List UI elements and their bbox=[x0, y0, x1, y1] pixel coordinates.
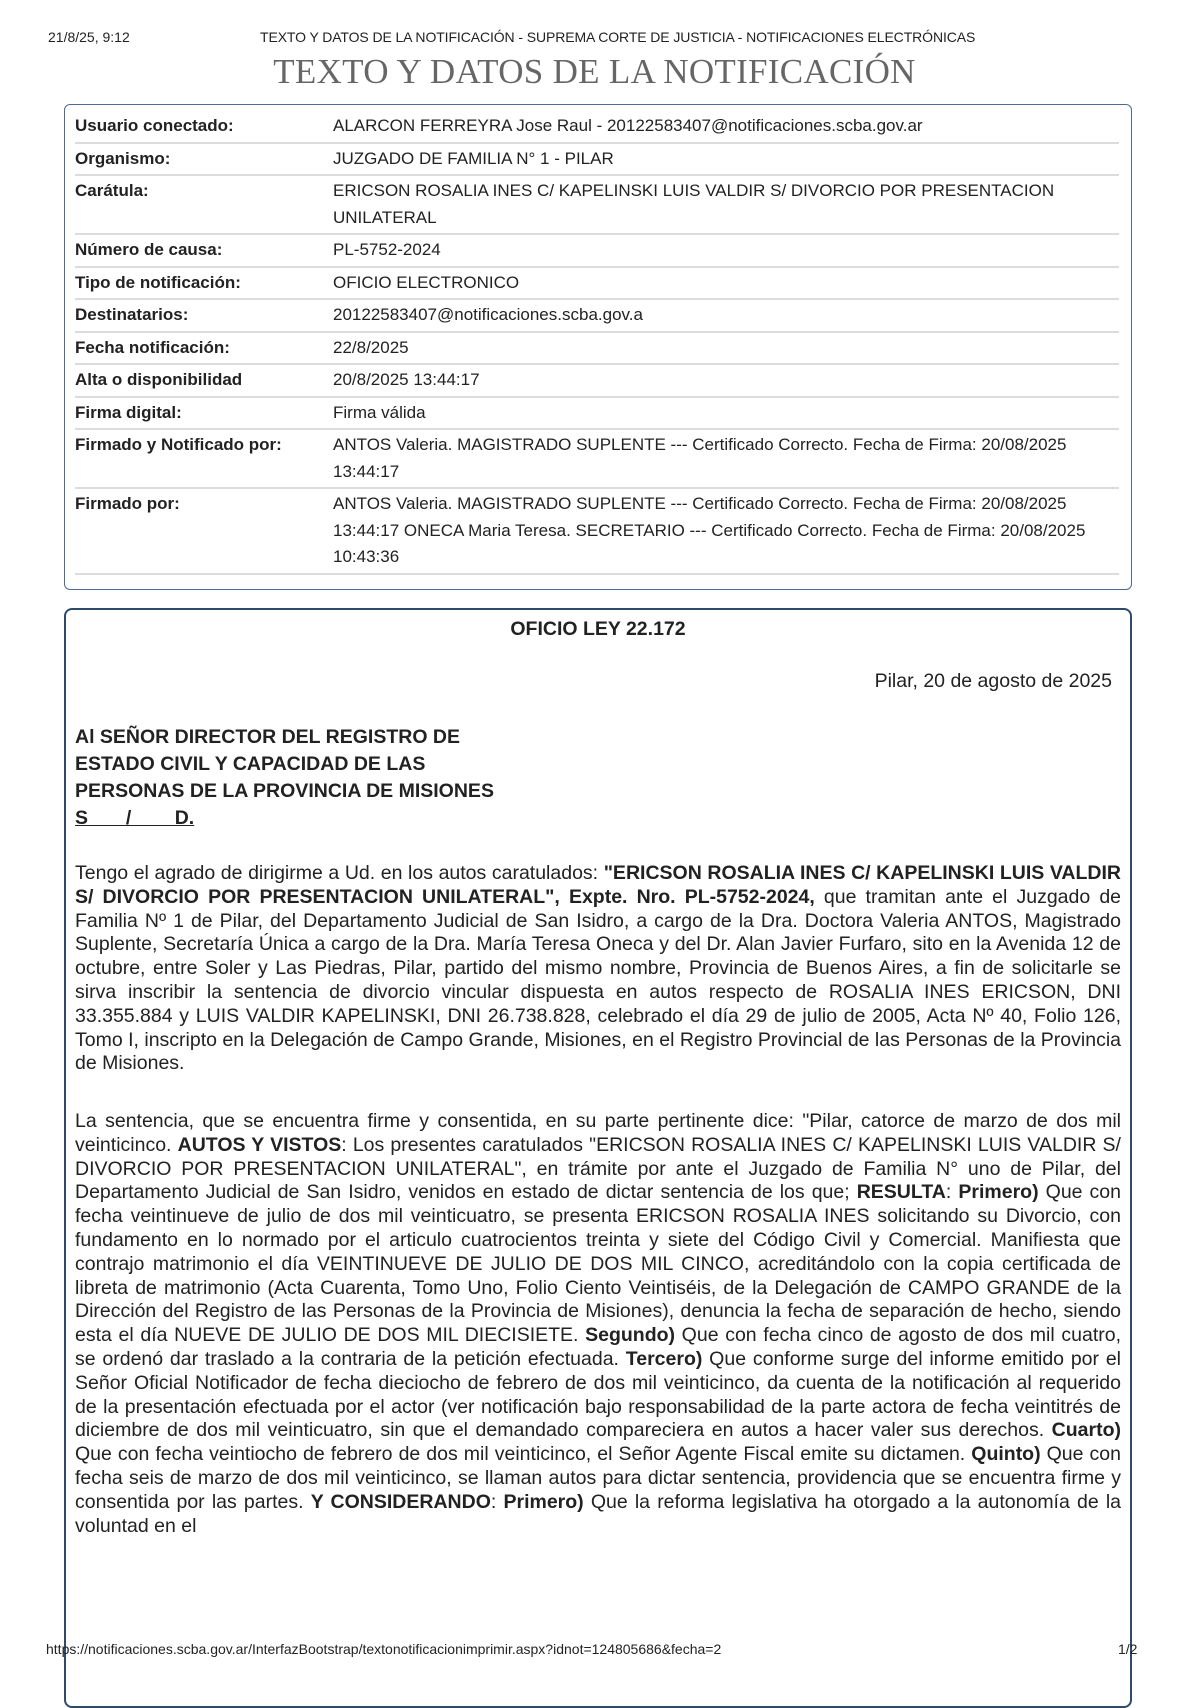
info-value: PL-5752-2024 bbox=[333, 234, 1119, 267]
info-value: ANTOS Valeria. MAGISTRADO SUPLENTE --- Certificado Correcto. Fecha de Firma: 20/08/2025 13:44:17 ONECA Maria Teresa. SECRETARIO --- Certificado Correcto. Fecha de Firma: 20/08/2025 10:43:36 bbox=[333, 488, 1119, 574]
info-row bbox=[75, 234, 1119, 267]
oficio-title: OFICIO LEY 22.172 bbox=[510, 618, 686, 640]
bold-text-segment: Segundo) bbox=[585, 1324, 676, 1347]
info-label: Usuario conectado: bbox=[75, 111, 333, 143]
info-row bbox=[75, 364, 1119, 397]
info-label: Firmado por: bbox=[75, 488, 333, 574]
info-label: Tipo de notificación: bbox=[75, 267, 333, 300]
text-segment: Que con fecha seis de marzo de dos mil veinticinco, se llaman autos para dictar sentencia, providencia que se encuentra firme y consentida por las partes. bbox=[75, 1443, 1121, 1513]
text-segment: que tramitan ante el Juzgado de Familia Nº 1 de Pilar, del Departamento Judicial de San Isidro, a cargo de la Dra. Doctora Valeria ANTOS, Magistrado Suplente, Secretaría Única a cargo de la Dra. María Teresa Oneca y del Dr. Alan Javier Furfaro, sito en la Avenida 12 de octubre, entre Soler y Las Piedras, Pilar, partido del mismo nombre, Provincia de Buenos Aires, a fin de solicitarle se sirva inscribir la sentencia de divorcio vincular dispuesta en autos respecto de ROSALIA INES ERICSON, DNI 33.355.884 y LUIS VALDIR KAPELINSKI, DNI 26.738.828, celebrado el día 29 de julio de 2005, Acta Nº 40, Folio 126, Tomo I, inscripto en la Delegación de Campo Grande, Misiones, en el Registro Provincial de las Personas de la Provincia de Misiones. bbox=[75, 885, 1122, 1075]
notification-info-panel bbox=[64, 104, 1132, 590]
info-row bbox=[75, 488, 1119, 574]
notification-info-table bbox=[75, 111, 1119, 575]
info-label: Organismo: bbox=[75, 143, 333, 176]
text-segment: : bbox=[490, 1490, 504, 1513]
addressee-block bbox=[75, 724, 494, 832]
text-segment: La sentencia, que se encuentra firme y consentida, en su parte pertinente dice: "Pilar, catorce de marzo de dos mil veinticinco. bbox=[75, 1110, 1121, 1156]
bold-text-segment: Cuarto) bbox=[1051, 1419, 1121, 1442]
oficio-panel bbox=[64, 608, 1132, 1708]
body-paragraph-2 bbox=[75, 1110, 1121, 1538]
text-segment: : Los presentes caratulados "ERICSON ROSALIA INES C/ KAPELINSKI LUIS VALDIR S/ DIVORCIO POR PRESENTACION UNILATERAL", en trámite por ante el Juzgado de Familia N° uno de Pilar, del Departamento Judicial de San Isidro, venidos en estado de dictar sentencia de los que; bbox=[75, 1133, 1121, 1204]
info-label: Número de causa: bbox=[75, 234, 333, 267]
place-date: Pilar, 20 de agosto de 2025 bbox=[874, 670, 1112, 692]
text-segment: : bbox=[945, 1181, 959, 1204]
info-label: Alta o disponibilidad bbox=[75, 364, 333, 397]
info-label: Carátula: bbox=[75, 175, 333, 234]
bold-text-segment: Primero) bbox=[503, 1490, 584, 1513]
info-row bbox=[75, 111, 1119, 143]
info-label: Fecha notificación: bbox=[75, 332, 333, 365]
print-header bbox=[0, 29, 1189, 49]
addressee-line: Al SEÑOR DIRECTOR DEL REGISTRO DE bbox=[75, 726, 460, 748]
info-row bbox=[75, 267, 1119, 300]
print-document-title: TEXTO Y DATOS DE LA NOTIFICACIÓN - SUPREMA CORTE DE JUSTICIA - NOTIFICACIONES ELECTRÓNICAS bbox=[260, 29, 976, 45]
info-value: ALARCON FERREYRA Jose Raul - 20122583407@notificaciones.scba.gov.ar bbox=[333, 111, 1119, 143]
info-value: Firma válida bbox=[333, 397, 1119, 430]
info-value: 20/8/2025 13:44:17 bbox=[333, 364, 1119, 397]
text-segment: Que con fecha veintinueve de julio de dos mil veinticuatro, se presenta ERICSON ROSALIA INES solicitando su Divorcio, con fundamento en lo normado por el articulo cuatrocientos treinta y siete del Código Civil y Comercial. Manifiesta que contrajo matrimonio el día VEINTINUEVE DE JULIO DE DOS MIL CINCO, acreditándolo con la copia certificada de libreta de matrimonio (Acta Cuarenta, Tomo Uno, Folio Ciento Veintiséis, de la Delegación de CAMPO GRANDE de la Dirección del Registro de las Personas de la Provincia de Misiones), denuncia la fecha de separación de hecho, siendo esta el día NUEVE DE JULIO DE DOS MIL DIECISIETE. bbox=[75, 1181, 1121, 1347]
info-label: Destinatarios: bbox=[75, 299, 333, 332]
text-segment: Que con fecha veintiocho de febrero de dos mil veinticinco, el Señor Agente Fiscal emite su dictamen. bbox=[75, 1443, 972, 1466]
info-row bbox=[75, 299, 1119, 332]
info-value: ANTOS Valeria. MAGISTRADO SUPLENTE --- Certificado Correcto. Fecha de Firma: 20/08/2025 13:44:17 bbox=[333, 429, 1119, 488]
salutation: S / D. bbox=[75, 807, 195, 829]
info-value: OFICIO ELECTRONICO bbox=[333, 267, 1119, 300]
page-number: 1/2 bbox=[1118, 1641, 1138, 1657]
text-segment: Que la reforma legislativa ha otorgado a la autonomía de la voluntad en el bbox=[75, 1490, 1122, 1537]
info-label: Firmado y Notificado por: bbox=[75, 429, 333, 488]
info-row bbox=[75, 397, 1119, 430]
bold-text-segment: AUTOS Y VISTOS bbox=[177, 1133, 342, 1156]
text-segment: Tengo el agrado de dirigirme a Ud. en los autos caratulados: bbox=[75, 862, 604, 884]
addressee-line: PERSONAS DE LA PROVINCIA DE MISIONES bbox=[75, 780, 494, 802]
bold-text-segment: Y CONSIDERANDO bbox=[310, 1490, 491, 1513]
bold-text-segment: Tercero) bbox=[625, 1347, 703, 1370]
page-url: https://notificaciones.scba.gov.ar/InterfazBootstrap/textonotificacionimprimir.aspx?idnot=124805686&fecha=2 bbox=[46, 1641, 722, 1657]
info-row bbox=[75, 332, 1119, 365]
info-value: ERICSON ROSALIA INES C/ KAPELINSKI LUIS VALDIR S/ DIVORCIO POR PRESENTACION UNILATERAL bbox=[333, 175, 1119, 234]
page-title: TEXTO Y DATOS DE LA NOTIFICACIÓN bbox=[273, 52, 916, 91]
addressee-line: ESTADO CIVIL Y CAPACIDAD DE LAS bbox=[75, 753, 426, 775]
info-row bbox=[75, 143, 1119, 176]
text-segment: Que con fecha cinco de agosto de dos mil cuatro, se ordenó dar traslado a la contraria de la petición efectuada. bbox=[75, 1324, 1121, 1370]
info-value: JUZGADO DE FAMILIA N° 1 - PILAR bbox=[333, 143, 1119, 176]
body-paragraph-1 bbox=[75, 862, 1121, 1076]
info-label: Firma digital: bbox=[75, 397, 333, 430]
print-datetime: 21/8/25, 9:12 bbox=[48, 29, 130, 45]
text-segment: Que conforme surge del informe emitido por el Señor Oficial Notificador de fecha dieciocho de febrero de dos mil veinticinco, da cuenta de la notificación al requerido de la presentación efectuada por el actor (ver notificación bajo responsabilidad de la parte actora de fecha veintitrés de diciembre de dos mil veinticuatro, sin que el demandado compareciera en autos a hacer valer sus derechos. bbox=[75, 1347, 1122, 1442]
info-value: 22/8/2025 bbox=[333, 332, 1119, 365]
info-row bbox=[75, 175, 1119, 234]
bold-text-segment: RESULTA bbox=[856, 1181, 946, 1204]
info-row bbox=[75, 429, 1119, 488]
bold-text-segment: Primero) bbox=[958, 1181, 1039, 1204]
bold-text-segment: "ERICSON ROSALIA INES C/ KAPELINSKI LUIS VALDIR S/ DIVORCIO POR PRESENTACION UNILATERAL", Expte. Nro. PL-5752-2024, bbox=[75, 862, 1121, 908]
info-value: 20122583407@notificaciones.scba.gov.a bbox=[333, 299, 1119, 332]
bold-text-segment: Quinto) bbox=[971, 1443, 1041, 1466]
